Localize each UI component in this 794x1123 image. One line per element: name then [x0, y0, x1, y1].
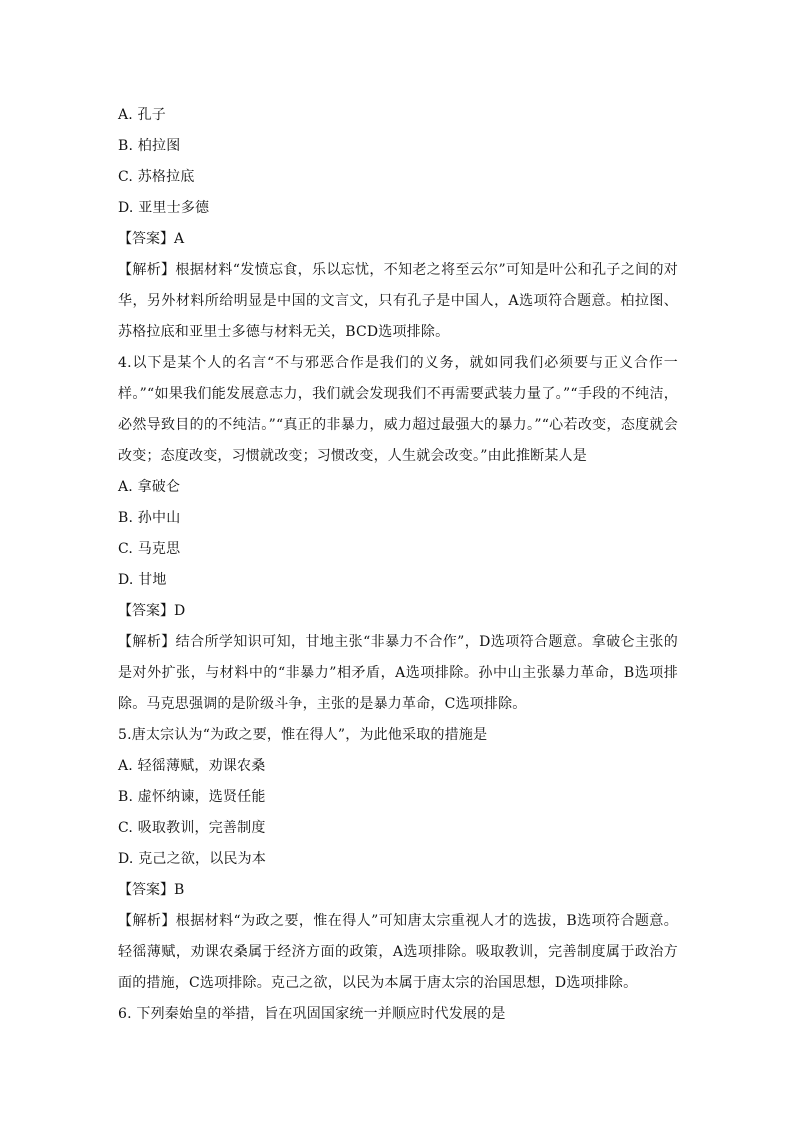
question-5: 5.唐太宗认为“为政之要，惟在得人”，为此他采取的措施是: [118, 727, 488, 743]
option-d-gandhi: D. 甘地: [118, 572, 167, 588]
analysis-q4: 【解析】结合所学知识可知，甘地主张“非暴力不合作”，D选项符合题意。拿破仑主张的是对外扩张，与材料中的“非暴力”相矛盾，A选项排除。孙中山主张暴力革命，B选项排除。马克思强调的是阶级斗争，主张的是暴力革命，C选项排除。: [118, 634, 678, 712]
option-a-q5: A. 轻徭薄赋，劝课农桑: [118, 758, 266, 774]
option-a-confucius: A. 孔子: [118, 107, 167, 123]
analysis-q5: 【解析】根据材料“为政之要，惟在得人”可知唐太宗重视人才的选拔，B选项符合题意。轻徭薄赋，劝课农桑属于经济方面的政策，A选项排除。吸取教训，完善制度属于政治方面的措施，C选项排除。克己之欲，以民为本属于唐太宗的治国思想，D选项排除。: [118, 913, 678, 991]
answer-q4: 【答案】D: [118, 603, 186, 619]
option-c-q5: C. 吸取教训，完善制度: [118, 820, 266, 836]
option-d-q5: D. 克己之欲，以民为本: [118, 851, 267, 867]
option-b-plato: B. 柏拉图: [118, 138, 181, 154]
answer-q5: 【答案】B: [118, 882, 185, 898]
answer-q3: 【答案】A: [118, 231, 185, 247]
question-4: 4.以下是某个人的名言“不与邪恶合作是我们的义务，就如同我们必须要与正义合作一样。”“如果我们能发展意志力，我们就会发现我们不再需要武装力量了。”“手段的不纯洁，必然导致目的的不纯洁。”“真正的非暴力，威力超过最强大的暴力。”“心若改变，态度就会改变；态度改变，习惯就改变；习惯改变，人生就会改变。”由此推断某人是: [118, 355, 678, 464]
analysis-q3: 【解析】根据材料“发愤忘食，乐以忘忧，不知老之将至云尔”可知是叶公和孔子之间的对华，另外材料所给明显是中国的文言文，只有孔子是中国人，A选项符合题意。柏拉图、苏格拉底和亚里士多德与材料无关，BCD选项排除。: [118, 262, 678, 340]
option-b-sun-yat-sen: B. 孙中山: [118, 510, 181, 526]
option-c-socrates: C. 苏格拉底: [118, 169, 195, 185]
option-a-napoleon: A. 拿破仑: [118, 479, 181, 495]
document-content: [118, 100, 678, 1030]
option-b-q5: B. 虚怀纳谏，选贤任能: [118, 789, 266, 805]
option-c-marx: C. 马克思: [118, 541, 181, 557]
question-6: 6. 下列秦始皇的举措，旨在巩固国家统一并顺应时代发展的是: [118, 1006, 506, 1022]
option-d-aristotle: D. 亚里士多德: [118, 200, 210, 216]
